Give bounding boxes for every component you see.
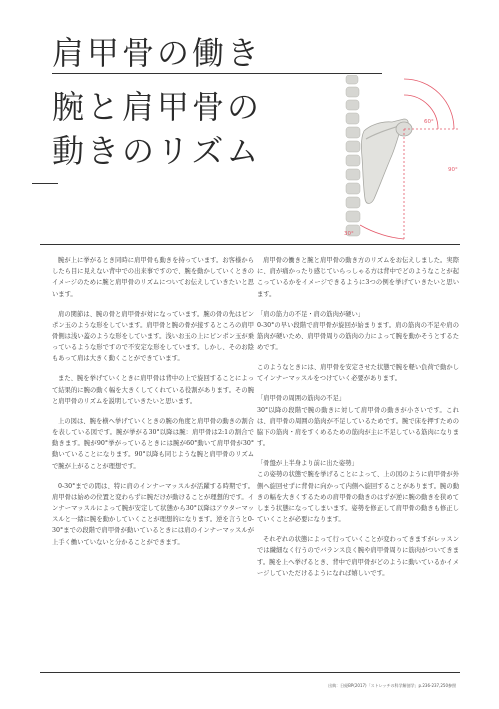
- body-column-right: [257, 255, 459, 588]
- paragraph: また、腕を挙げていくときに肩甲骨は背中の上で旋回することによって結果的に腕の動く幅を大きくしてくれている役割があります。その腕と肩甲骨のリズムを説明していきたいと思います。: [52, 375, 254, 405]
- section-heading: 「肩甲骨の周囲の筋肉の不足」: [257, 395, 346, 403]
- section-heading: 「骨盤が上半身より前に出た姿勢」: [257, 460, 358, 468]
- section-rule-bottom: [40, 672, 460, 673]
- title-line-2: 腕と肩甲骨の: [52, 88, 263, 126]
- spine-vertebrae: [346, 75, 360, 236]
- paragraph: 上の図は、腕を横へ挙げていくときの腕の角度と肩甲骨の動きの割合を表している図です。腕が挙がる30°以降は腕：肩甲骨は2:1の割合で動きます。腕が90°挙がっているときには腕が60°動いて肩甲骨が30°動いていることになります。90°以降も同じような腕と肩甲骨のリズムで腕が上がることが理想です。: [52, 417, 254, 470]
- section-heading: 「肩の筋力の不足・肩の筋肉が硬い」: [257, 310, 365, 318]
- paragraph: 0-30°の早い段階で肩甲骨が旋回が始まります。肩の筋肉の不足や肩の筋肉が硬いため、肩甲骨周りの筋肉の力によって腕を動かそうとするためです。: [257, 321, 459, 352]
- title-line-1: 肩甲骨の働き: [52, 34, 263, 72]
- paragraph: 腕が上に挙がるとき同時に肩甲骨も動きを持っています。お客様からしたら目に見えない背中での出来事ですので、腕を動かしていくときのイメージのために腕と肩甲骨のリズムについてお伝えしていきたいと思います。: [52, 257, 254, 298]
- body-column-left: [52, 255, 254, 557]
- scapula-figure: [300, 75, 470, 250]
- angle-label-30: 30°: [344, 231, 354, 237]
- title-rule-top: [52, 73, 382, 74]
- angle-label-60: 60°: [424, 119, 434, 125]
- section-rule-top: [40, 244, 460, 245]
- paragraph: それぞれの状態によって行っていくことが変わってきますがレッスンでは繊細なく行うのでバランス良く腕や肩甲骨周りに筋肉がついてきます。腕を上へ挙げるとき、背中で肩甲骨がどのように動いているかイメージしていただけるようになれば嬉しいです。: [257, 536, 459, 577]
- paragraph: この姿勢の状態で腕を挙げることによって、上の図のように肩甲骨が外側へ旋回せずに背骨に向かって内側へ旋回することがあります。腕の動きの幅を大きくするための肩甲骨の動きのはずが逆に腕の動きを狭めてしまう状態になってしまいます。姿勢を修正して肩甲骨の動きも修正していくことが必要になります。: [257, 471, 459, 524]
- title-rule-short: [32, 183, 58, 184]
- source-footnote: 出典：日経BP(2017)「ストレッチの科学解剖学」p.236-237,250参照: [328, 683, 456, 688]
- title-line-3: 動きのリズム: [52, 132, 262, 170]
- angle-label-90: 90°: [448, 167, 458, 173]
- paragraph: このようなときには、肩甲骨を安定させた状態で腕を軽い負荷で動かしてインナーマッスルをつけていく必要があります。: [257, 364, 459, 383]
- paragraph: 肩の関節は、腕の骨と肩甲骨が対になっています。腕の骨の先はピンポン玉のような形をしています。肩甲骨と腕の骨が接するところの肩甲骨側は浅い蓋のような形をしています。浅いお玉の上にピンポン玉が乗っているような形ですので不安定な形をしています。しかし、そのお陰もあって肩は大きく動くことができています。: [52, 310, 254, 363]
- paragraph: 30°以降の段階で腕の動きに対して肩甲骨の動きが小さいです。これは、肩甲骨の周囲の筋肉が不足しているためです。腕で床を押すための脇下の筋肉・肩をすくめるための筋肉が主に不足している筋肉になります。: [257, 406, 459, 448]
- paragraph: 肩甲骨の働きと腕と肩甲骨の動き方のリズムをお伝えしました。実際に、肩が痛かったり感じていらっしゃる方は背中でどのようなことが起こっているかをイメージできるように3つの例を挙げていきたいと思います。: [257, 257, 459, 298]
- paragraph: 0-30°までの間は、特に肩のインナーマッスルが活躍する時期です。肩甲骨は始めの位置と変わらずに腕だけが動けることが理想的です。インナーマッスルによって腕が安定して状態から30°以降はアウターマッスルと一緒に腕を動かしていくことが理想的になります。逆を言うと0-30°までの段階で肩甲骨が動いているときには肩のインナーマッスルが上手く働いていないと分かることができます。: [52, 482, 254, 546]
